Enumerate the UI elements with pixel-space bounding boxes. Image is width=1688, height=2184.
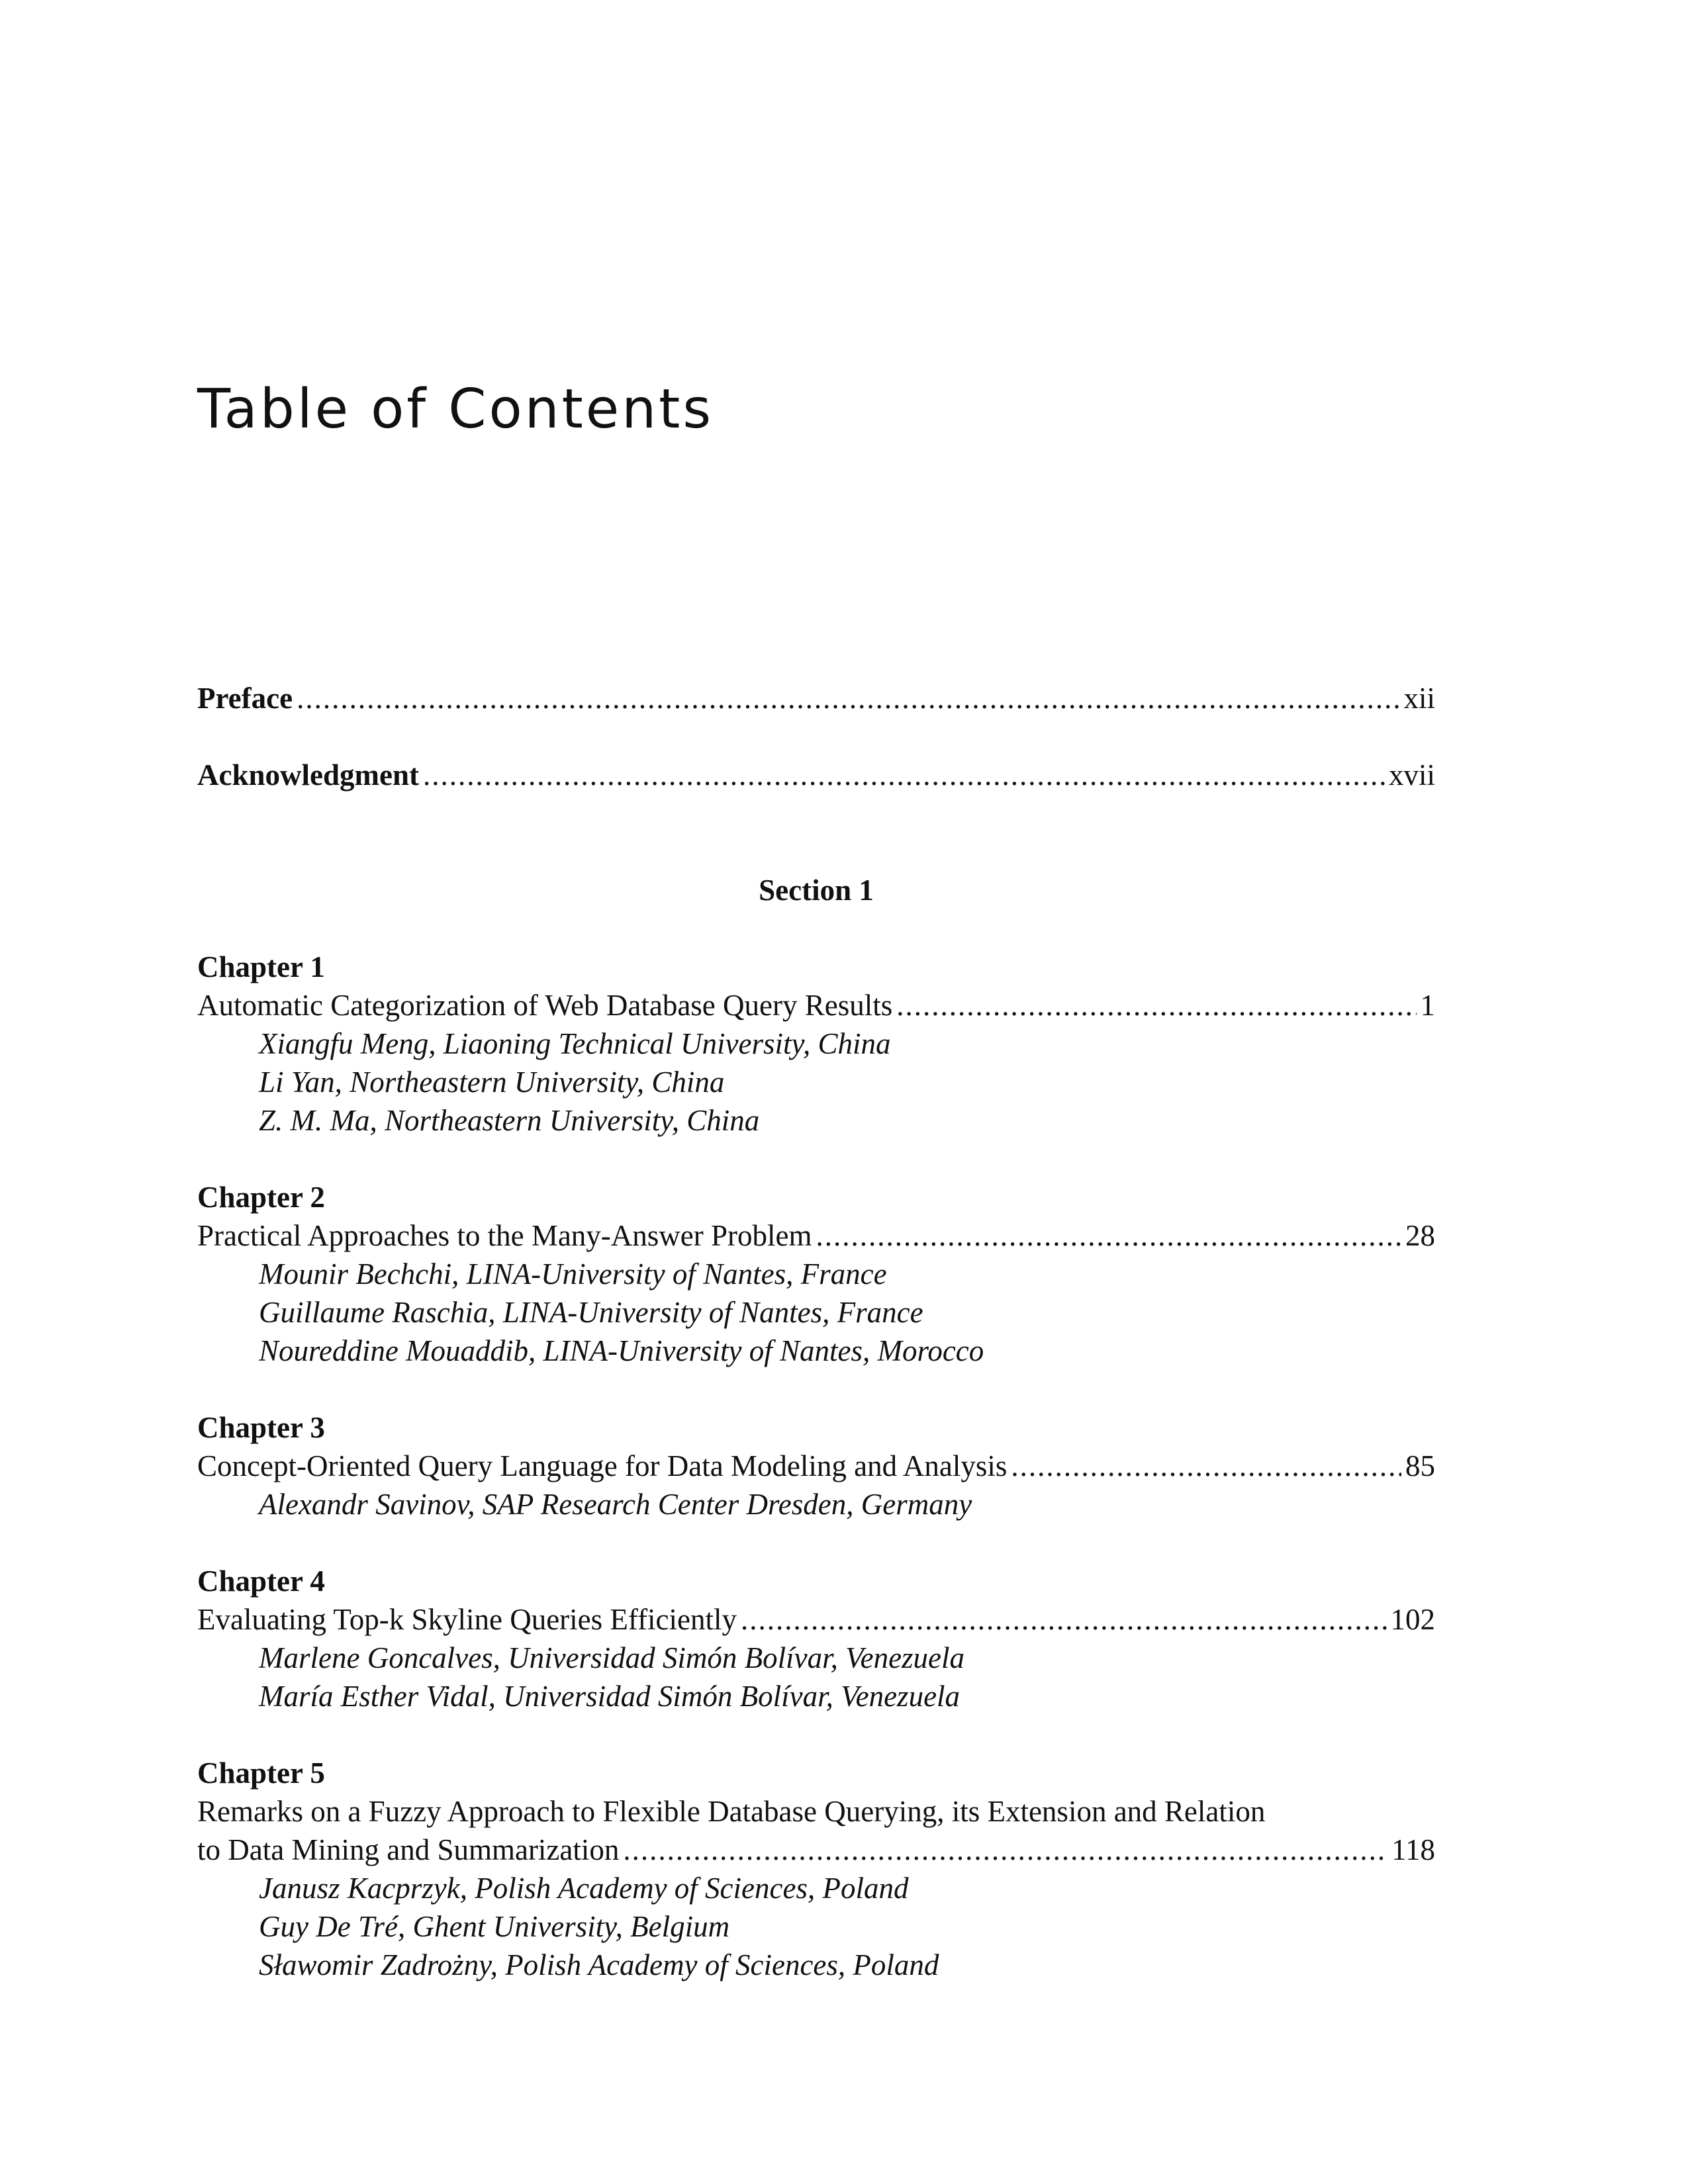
dot-leader [1011,1447,1401,1485]
chapter-title: Evaluating Top-k Skyline Queries Efficiently [197,1603,737,1636]
chapter-entry [197,1178,1435,1370]
chapter-author: Alexandr Savinov, SAP Research Center Dresden, Germany [259,1488,972,1521]
chapter-author: Z. M. Ma, Northeastern University, China [259,1104,760,1137]
chapter-label: Chapter 4 [197,1565,325,1598]
chapter-entry [197,1562,1435,1715]
toc-entry-label: Acknowledgment [197,758,419,792]
toc-page-number: 28 [1405,1219,1435,1252]
section-heading: Section 1 [759,874,874,907]
chapter-title: to Data Mining and Summarization [197,1833,620,1866]
chapter-author: Sławomir Zadrożny, Polish Academy of Sciences, Poland [259,1948,939,1981]
chapter-label: Chapter 2 [197,1181,325,1214]
chapter-author: María Esther Vidal, Universidad Simón Bolívar, Venezuela [259,1680,961,1713]
toc-entry-acknowledgment[interactable] [197,756,1435,794]
chapter-author: Guillaume Raschia, LINA-University of Nantes, France [259,1296,923,1329]
chapter-title: Practical Approaches to the Many-Answer Problem [197,1219,812,1252]
toc-entry-preface[interactable] [197,679,1435,717]
chapter-entry [197,1754,1435,1984]
chapter-author: Janusz Kacprzyk, Polish Academy of Sciences, Poland [259,1872,909,1905]
toc-page-number: xvii [1388,758,1435,792]
toc-entry-label: Preface [197,682,293,715]
dot-leader [816,1216,1402,1255]
chapter-label: Chapter 5 [197,1756,325,1790]
chapter-entry [197,948,1435,1140]
dot-leader [741,1600,1386,1639]
chapter-title-row[interactable] [197,1831,1435,1869]
toc-page-number: 118 [1391,1833,1435,1866]
chapter-title-row[interactable] [197,1216,1435,1255]
chapter-title-row[interactable] [197,1600,1435,1639]
dot-leader [297,679,1399,717]
chapter-title: Automatic Categorization of Web Database Query Results [197,989,893,1022]
chapter-title: Concept-Oriented Query Language for Data Modeling and Analysis [197,1449,1008,1482]
chapter-title-row[interactable] [197,986,1435,1024]
dot-leader [423,756,1385,794]
chapter-author: Guy De Tré, Ghent University, Belgium [259,1910,730,1943]
chapter-author: Noureddine Mouaddib, LINA-University of Nantes, Morocco [259,1334,984,1367]
chapter-author: Mounir Bechchi, LINA-University of Nantes, France [259,1257,887,1291]
toc-page-number: 1 [1420,989,1435,1022]
dot-leader [896,986,1416,1024]
dot-leader [623,1831,1387,1869]
chapter-author: Marlene Goncalves, Universidad Simón Bolívar, Venezuela [259,1641,965,1674]
page-title: Table of Contents [197,378,714,441]
chapter-entry [197,1408,1435,1524]
chapter-title-row[interactable] [197,1447,1435,1485]
chapter-author: Xiangfu Meng, Liaoning Technical University, China [259,1027,891,1060]
toc-page-number: xii [1403,682,1435,715]
table-of-contents [197,679,1435,2023]
chapter-title-line[interactable]: Remarks on a Fuzzy Approach to Flexible Database Querying, its Extension and Relation [197,1795,1266,1828]
toc-page-number: 102 [1390,1603,1435,1636]
chapter-author: Li Yan, Northeastern University, China [259,1066,725,1099]
chapter-label: Chapter 3 [197,1411,325,1444]
chapter-label: Chapter 1 [197,950,325,983]
toc-page-number: 85 [1405,1449,1435,1482]
chapter-list [197,948,1435,1984]
